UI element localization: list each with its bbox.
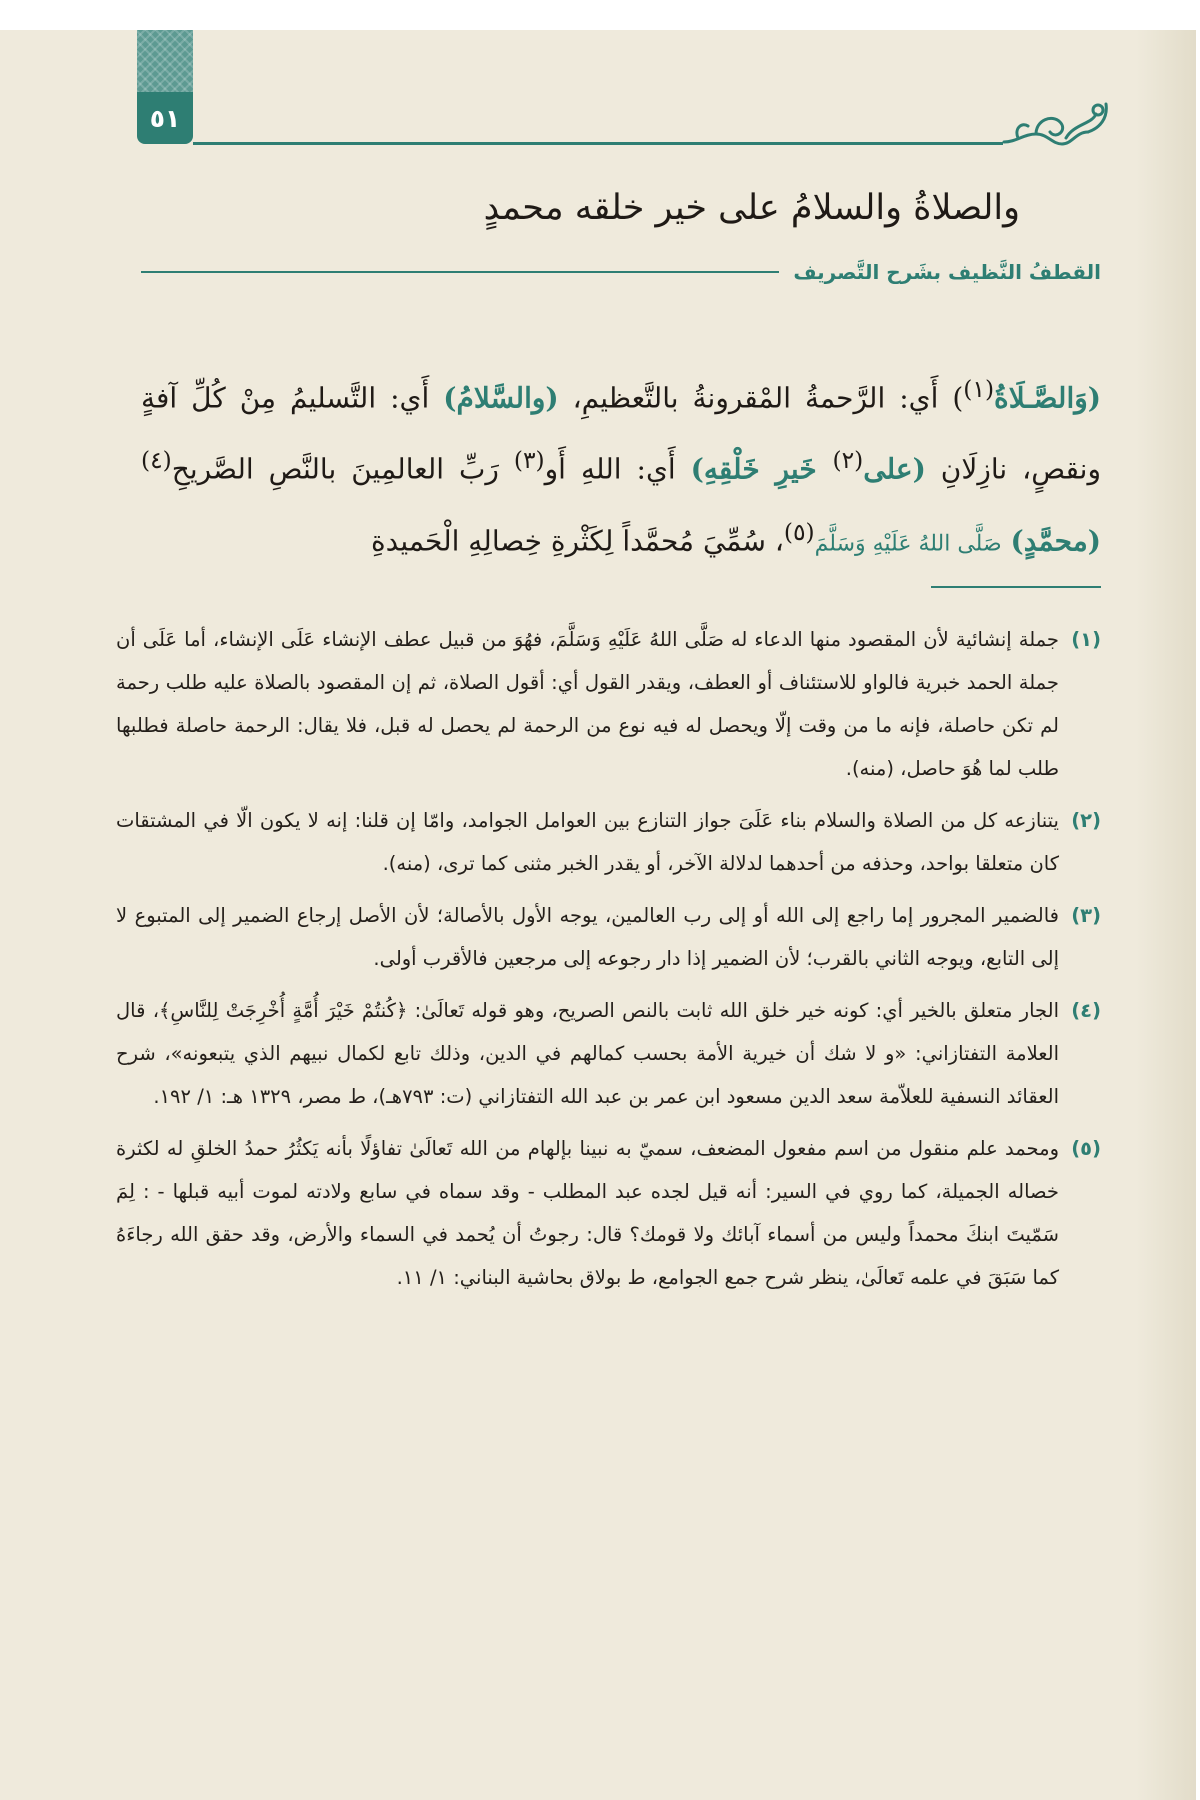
keyword-muhammad: (محمَّدٍ) [1010, 523, 1101, 557]
section-label-text: القطفُ النَّظيف بشَرح التَّصريف [793, 260, 1101, 284]
page-edge-shadow [1136, 30, 1196, 1800]
footnote-1 [116, 618, 1101, 790]
footnote-number: (٣) [1071, 904, 1101, 927]
footnote-text: فالضمير المجرور إما راجع إلى الله أو إلى رب العالمين، يوجه الأول بالأصالة؛ لأن الأصل إرجاع الضمير إلى المتبوع لا إلى التابع، ويوجه الثاني بالقرب؛ لأن الضمير إذا دار رجوعه إلى مرجعين فالأقرب أولى. [116, 904, 1059, 970]
keyword-khayr: خَيرِ خَلْقِهِ) [690, 452, 833, 486]
commentary-segment: ) أَي: الرَّحمةُ المْقرونةُ بالتَّعظيمِ، [558, 381, 964, 415]
header-rule [193, 142, 1003, 145]
footnote-ref-1[interactable]: (١) [963, 375, 995, 403]
footnote-ref-5[interactable]: (٥) [783, 517, 815, 546]
footnotes [116, 618, 1101, 1308]
commentary-segment: ، سُمِّيَ مُحمَّداً لِكَثْرةِ خِصالِهِ الْحَميدةِ [371, 523, 784, 557]
floral-ornament-icon [996, 94, 1114, 156]
section-rule [141, 271, 779, 273]
page-title: والصلاةُ والسلامُ على خير خلقه محمدٍ [483, 188, 1020, 228]
footnote-number: (١) [1071, 628, 1101, 651]
footnote-ref-3[interactable]: (٣) [513, 446, 545, 475]
page-number [137, 92, 193, 144]
commentary-paragraph [141, 358, 1101, 575]
footnote-separator [931, 586, 1101, 588]
header-pattern-band [137, 30, 193, 92]
footnote-text: ومحمد علم منقول من اسم مفعول المضعف، سميّ به نبينا بإلهام من الله تَعالَىٰ تفاؤلًا بأنه يَكثُرُ حمدُ الخلقِ له لكثرة خصاله الجميلة، كما روي في السير: أنه قيل لجده عبد المطلب - وقد سماه في سابع ولادته لموت أبيه قبلها - : لِمَ سَمّيتَ ابنكَ محمداً وليس من أسماء آبائك ولا قومك؟ قال: رجوتُ أن يُحمد في السماء والأرض، وقد حقق الله رجاءَهُ كما سَبَقَ في علمه تَعالَىٰ، ينظر شرح جمع الجوامع، ط بولاق بحاشية البناني: ١/ ١١. [116, 1137, 1059, 1289]
footnote-5 [116, 1127, 1101, 1299]
keyword-salam: (والسَّلامُ) [443, 381, 559, 415]
commentary-segment: أَي: اللهِ أَو [544, 452, 691, 486]
book-page [0, 30, 1196, 1800]
commentary-segment [1002, 524, 1011, 557]
footnote-text: جملة إنشائية لأن المقصود منها الدعاء له صَلَّى اللهُ عَلَيْهِ وَسَلَّمَ، فهُوَ من قبيل عطف الإنشاء عَلَى الإنشاء، أما عَلَى أن جملة الحمد خبرية فالواو للاستئناف أو العطف، ويقدر القول أي: أقول الصلاة، ثم إن المقصود بالصلاة عليه طلب رحمة لم تكن حاصلة، فإنه ما من وقت إلّا ويحصل له فيه نوع من الرحمة لم يحصل له قبل، فلا يقال: الرحمة حاصلة فطلبها طلب لما هُوَ حاصل، (منه). [116, 628, 1059, 780]
commentary-segment: أَي: التَّسليمُ مِنْ كُلِّ آفةٍ ونقصٍ، نازِلَانِ [141, 381, 1101, 486]
footnote-ref-2[interactable]: (٢) [832, 446, 864, 475]
footnote-ref-4[interactable]: (٤) [141, 446, 172, 475]
section-label [141, 260, 1101, 284]
footnote-text: يتنازعه كل من الصلاة والسلام بناء عَلَىَ جواز التنازع بين العوامل الجوامد، وامّا إن قلنا: إنه لا يكون الّا في المشتقات كان متعلقا بواحد، وحذفه من أحدهما لدلالة الآخر، أو يقدر الخبر مثنى كما ترى، (منه). [116, 809, 1059, 875]
footnote-2 [116, 799, 1101, 885]
footnote-number: (٤) [1071, 999, 1101, 1022]
footnote-4 [116, 989, 1101, 1118]
footnote-number: (٥) [1071, 1137, 1101, 1160]
footnote-text: الجار متعلق بالخير أي: كونه خير خلق الله ثابت بالنص الصريح، وهو قوله تَعالَىٰ: ﴿كُنتُمْ خَيْرَ أُمَّةٍ أُخْرِجَتْ لِلنَّاسِ﴾، قال العلامة التفتازاني: «و لا شك أن خيرية الأمة بحسب كمالهم في الدين، وذلك تابع لكمال نبيهم الذي يتبعونه»، شرح العقائد النسفية للعلاّمة سعد الدين مسعود ابن عمر بن عبد الله التفتازاني (ت: ٧٩٣هـ)، ط مصر، ١٣٢٩ هـ: ١/ ١٩٢. [116, 999, 1059, 1108]
footnote-number: (٢) [1071, 809, 1101, 832]
footnote-3 [116, 894, 1101, 980]
commentary-text [141, 358, 1101, 575]
commentary-segment: رَبِّ العالمِينَ بالنَّصِ الصَّريحِ [171, 452, 514, 486]
honorific-glyph: صَلَّى اللهُ عَلَيْهِ وَسَلَّمَ [814, 530, 1002, 556]
keyword-salat: (وَالصَّـلَاةُ [994, 381, 1101, 415]
page-number-label: ٥١ [149, 103, 181, 133]
keyword-ala: (على [863, 452, 926, 486]
